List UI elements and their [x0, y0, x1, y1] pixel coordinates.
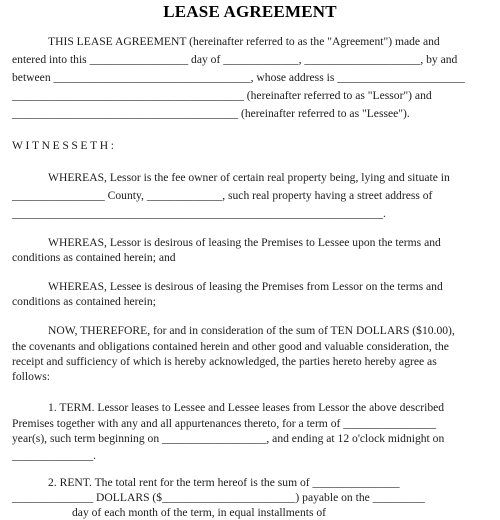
whereas-3-line-2: conditions as contained herein;	[12, 295, 156, 308]
intro-line-5: _______________________________________ (hereinafter referred to as "Lessee").	[12, 107, 410, 120]
now-therefore-line-4: follows:	[12, 370, 51, 383]
now-therefore-line-2: the covenants and obligations contained herein and other good and valuable consideration, the	[12, 340, 449, 353]
whereas-2-line-1: WHEREAS, Lessor is desirous of leasing the Premises to Lessee upon the terms and	[48, 236, 441, 249]
witnesseth-heading: WITNESSETH:	[12, 139, 117, 152]
whereas-1-line-2: ________________ County, _____________, such real property having a street address of	[12, 189, 433, 202]
whereas-1-line-3: ________________________________________________________________.	[12, 207, 386, 220]
intro-line-4: ________________________________________ (hereinafter referred to as "Lessor") and	[12, 89, 432, 102]
term-line-1: 1. TERM. Lessor leases to Lessee and Lessee leases from Lessor the above described	[48, 401, 445, 414]
rent-line-1: 2. RENT. The total rent for the term hereof is the sum of _______________	[48, 476, 400, 489]
now-therefore-line-3: receipt and sufficiency of which is hereby acknowledged, the parties hereto hereby agree as	[12, 355, 437, 368]
term-line-2: Premises together with any and all appurtenances thereto, for a term of ________________	[12, 417, 437, 430]
intro-line-3: between __________________________________, whose address is ______________________	[12, 71, 465, 84]
intro-line-1: THIS LEASE AGREEMENT (hereinafter referred to as the "Agreement") made and	[48, 35, 440, 48]
whereas-3-line-1: WHEREAS, Lessee is desirous of leasing the Premises from Lessor on the terms and	[48, 280, 443, 293]
whereas-2-line-2: conditions as contained herein; and	[12, 251, 176, 264]
document-title: LEASE AGREEMENT	[163, 2, 337, 21]
term-line-4: ______________.	[12, 449, 97, 462]
rent-line-3: day of each month of the term, in equal installments of	[72, 506, 327, 519]
term-line-3: year(s), such term beginning on __________________, and ending at 12 o'clock midnight on	[12, 432, 445, 445]
rent-line-2: ______________ DOLLARS ($_______________________) payable on the _________	[12, 491, 425, 504]
intro-line-2: entered into this _________________ day of _____________, ____________________, by and	[12, 53, 458, 66]
now-therefore-line-1: NOW, THEREFORE, for and in consideration of the sum of TEN DOLLARS ($10.00),	[48, 324, 455, 337]
whereas-1-line-1: WHEREAS, Lessor is the fee owner of certain real property being, lying and situate in	[48, 171, 450, 184]
